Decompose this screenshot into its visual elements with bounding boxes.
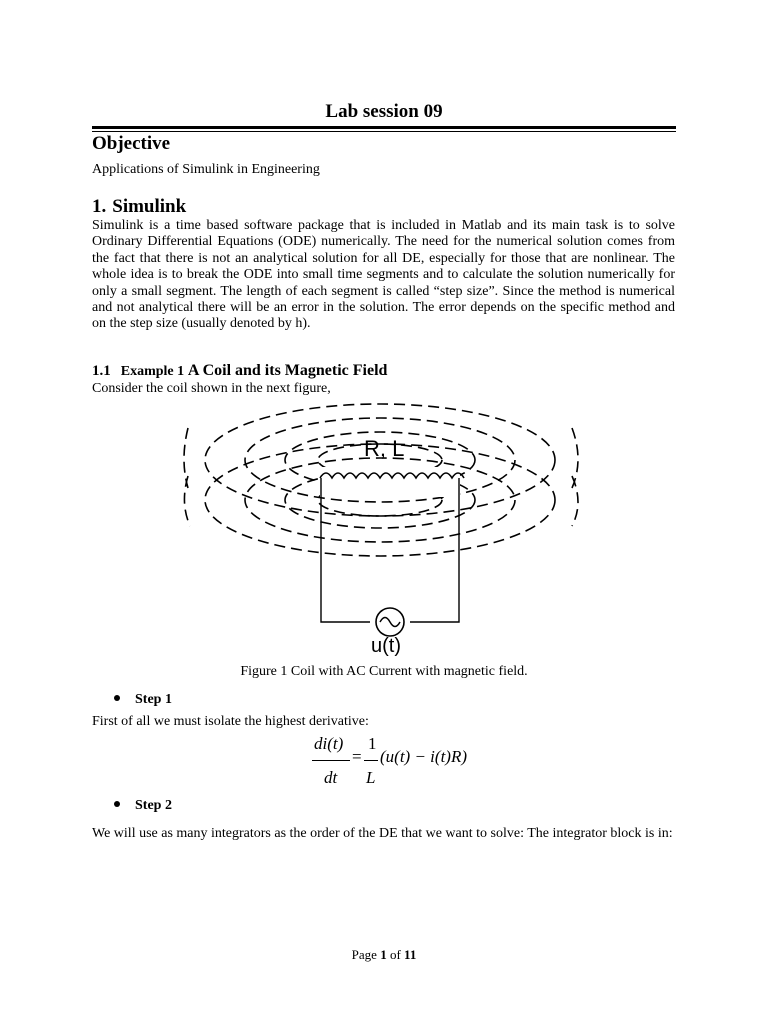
- step-1-bullet: [114, 692, 172, 708]
- source-label: u(t): [371, 635, 401, 656]
- bullet-dot: [114, 695, 120, 701]
- eq-lhs-numerator: di(t): [314, 734, 344, 753]
- example-intro: Consider the coil shown in the next figure,: [92, 381, 331, 396]
- coil-label: R, L: [364, 436, 405, 461]
- page-footer: [0, 947, 768, 963]
- section-number: 1.: [92, 196, 107, 217]
- coil-figure: [180, 398, 585, 656]
- eq-rhs-fraction-bar: [364, 760, 378, 761]
- eq-rhs-denominator: L: [366, 768, 376, 787]
- bullet-dot: [114, 801, 120, 807]
- step-2-bullet: [114, 798, 172, 814]
- title-rule-thin: [92, 131, 676, 132]
- step-2-text: We will use as many integrators as the order of the DE that we want to solve: The integrator block is in:: [92, 826, 673, 841]
- eq-lhs-denominator: dt: [324, 768, 338, 787]
- footer-separator: of: [389, 947, 401, 962]
- step-1-label: Step 1: [135, 692, 172, 707]
- step-2-label: Step 2: [135, 798, 172, 813]
- example-label: Example 1: [120, 364, 185, 379]
- title-rule-thick: [92, 126, 676, 129]
- example-heading: [92, 362, 387, 380]
- eq-equals: =: [352, 747, 362, 766]
- example-number: 1.1: [92, 363, 111, 379]
- eq-rhs-expression: (u(t) − i(t)R): [380, 747, 467, 766]
- objective-text: Applications of Simulink in Engineering: [92, 162, 320, 177]
- figure-caption: Figure 1 Coil with AC Current with magnetic field.: [240, 664, 528, 679]
- step-1-text: First of all we must isolate the highest derivative:: [92, 714, 369, 729]
- footer-current-page: 1: [380, 947, 387, 962]
- simulink-paragraph: Simulink is a time based software package that is included in Matlab and its main task is to solve Ordinary Differential Equations (ODE) numerically. The need for the numerical solution comes from the fact that there is not an analytical solution for all DE, especially for those that are nonlinear. The whole idea is to break the ODE into small time segments and to calculate the solution numerically for only a small segment. The length of each segment is called “step size”. Since the method is numerical and not analytical there will be an error in the solution. The error depends on the specific method and on the step size (usually denoted by h).: [92, 218, 675, 332]
- footer-prefix: Page: [351, 947, 377, 962]
- footer-total-pages: 11: [404, 947, 417, 962]
- page-title: Lab session 09: [325, 101, 443, 122]
- section-heading-simulink: [92, 196, 186, 218]
- objective-heading: Objective: [92, 133, 171, 154]
- section-title: Simulink: [112, 196, 187, 217]
- eq-rhs-numerator: 1: [368, 734, 377, 753]
- derivative-equation: [310, 734, 510, 790]
- example-title: A Coil and its Magnetic Field: [187, 362, 388, 379]
- eq-lhs-fraction-bar: [312, 760, 350, 761]
